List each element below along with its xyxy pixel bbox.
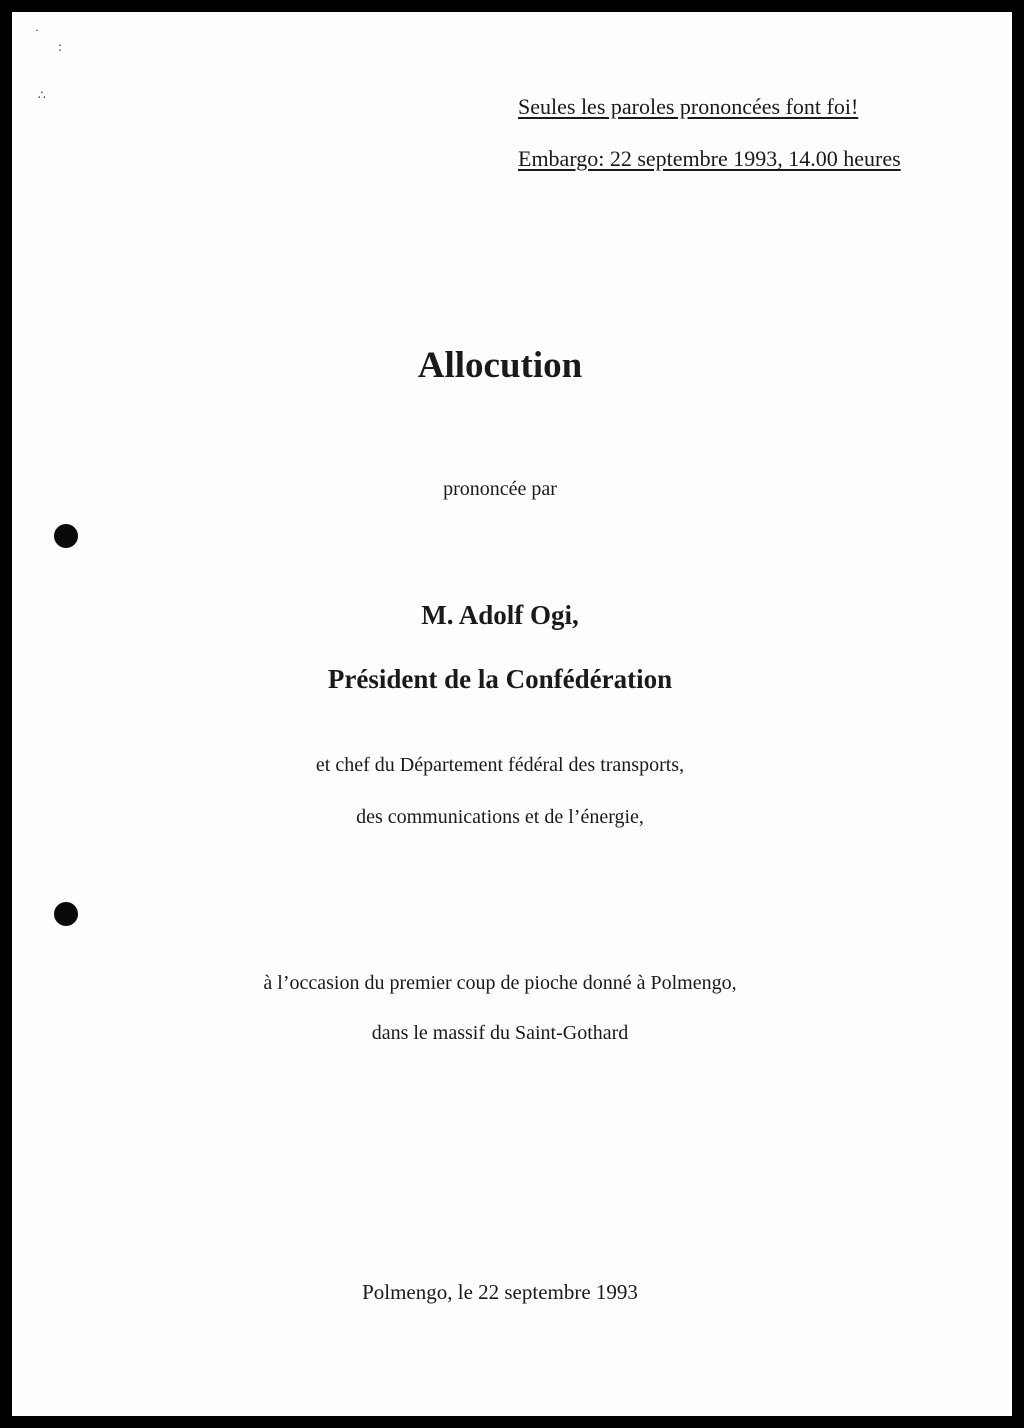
occasion-line-2: dans le massif du Saint-Gothard bbox=[371, 1022, 629, 1044]
department-line-2: des communications et de l’énergie, bbox=[356, 806, 644, 828]
delivered-by: prononcée par bbox=[443, 478, 557, 500]
header-notice: Seules les paroles prononcées font foi! bbox=[518, 94, 859, 119]
speaker-role: Président de la Confédération bbox=[327, 664, 673, 694]
punch-hole-icon bbox=[54, 524, 78, 548]
page-title: Allocution bbox=[417, 345, 583, 386]
place-date: Polmengo, le 22 septembre 1993 bbox=[362, 1280, 638, 1304]
scan-speck: ∴ bbox=[38, 88, 46, 102]
scan-speck: ˙ bbox=[34, 28, 40, 42]
header-embargo: Embargo: 22 septembre 1993, 14.00 heures bbox=[518, 146, 901, 171]
document-page bbox=[12, 12, 1012, 1416]
scan-speck: : bbox=[58, 40, 63, 54]
occasion-line-1: à l’occasion du premier coup de pioche donné à Polmengo, bbox=[263, 972, 737, 994]
punch-hole-icon bbox=[54, 902, 78, 926]
department-line-1: et chef du Département fédéral des transports, bbox=[315, 754, 685, 776]
speaker-name: M. Adolf Ogi, bbox=[421, 600, 579, 630]
